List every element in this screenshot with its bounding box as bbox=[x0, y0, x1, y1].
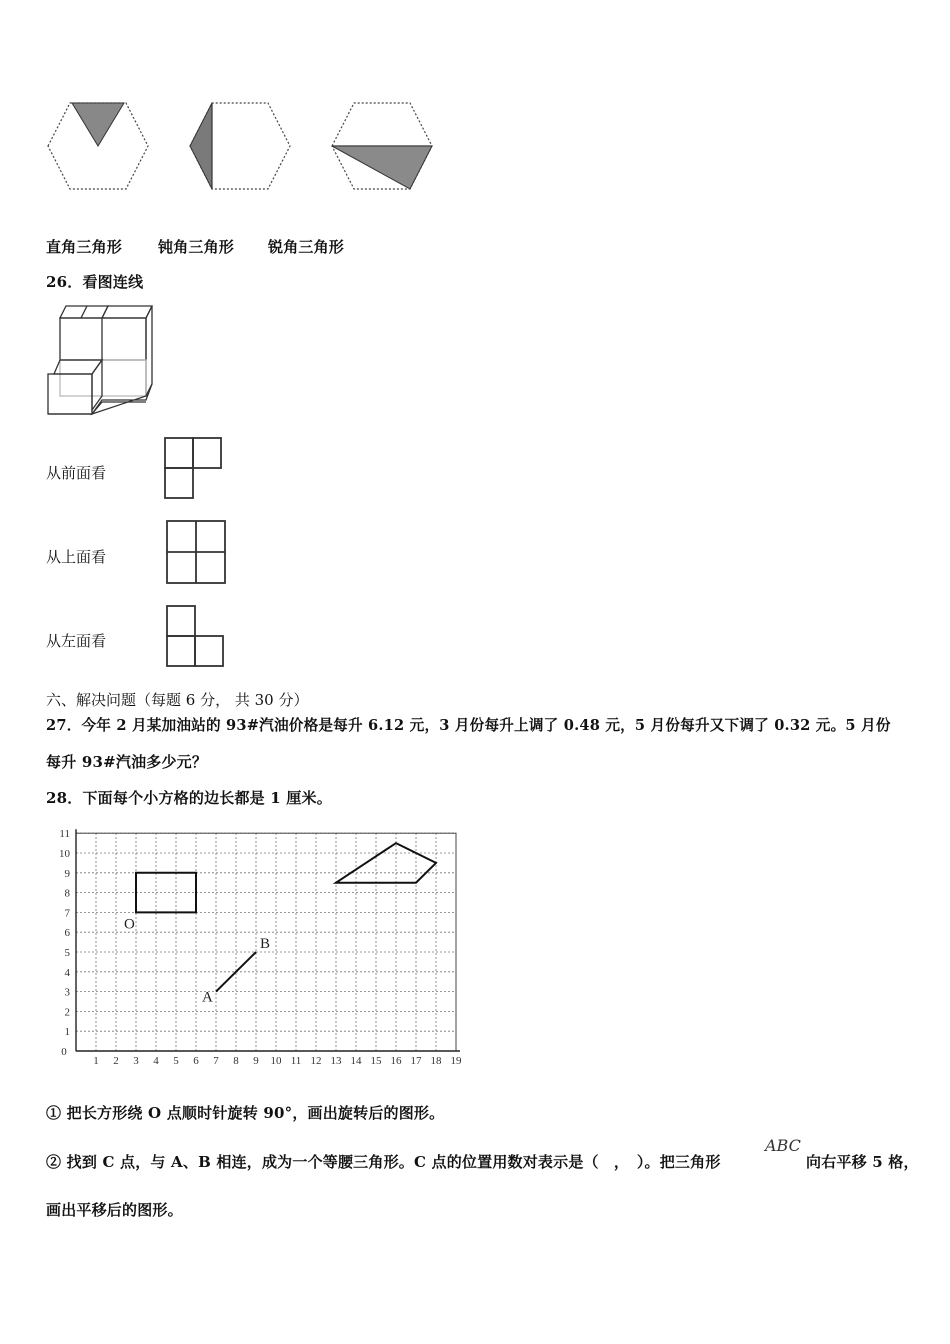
x-tick-label: 0 bbox=[61, 1046, 67, 1058]
x-tick-label: 5 bbox=[173, 1055, 179, 1067]
x-tick-label: 16 bbox=[390, 1055, 402, 1067]
x-tick-label: 19 bbox=[450, 1055, 462, 1067]
y-tick-label: 7 bbox=[64, 907, 70, 920]
q27-line1: 27．今年 2 月某加油站的 93#汽油价格是每升 6.12 元，3 月份每升上调了 0.48 元，5 月份每升又下调了 0.32 元。5 月份 bbox=[46, 717, 891, 734]
x-tick-label: 9 bbox=[253, 1055, 259, 1067]
view-label-top: 从上面看 bbox=[46, 548, 107, 566]
coordinate-grid-chart bbox=[50, 815, 480, 1070]
shape-quadrilateral bbox=[336, 843, 436, 883]
y-tick-label: 10 bbox=[59, 848, 70, 860]
y-tick-label: 2 bbox=[64, 1006, 70, 1019]
y-tick-label: 1 bbox=[64, 1026, 70, 1039]
q28-sub2-part1: ② 找到 C 点，与 A、B 相连，成为一个等腰三角形。C 点的位置用数对表示是（ ， ）。把三角形 bbox=[46, 1153, 721, 1171]
cube-solid-figure bbox=[44, 300, 164, 422]
x-tick-label: 4 bbox=[153, 1055, 159, 1067]
q27-line2: 每升 93#汽油多少元？ bbox=[46, 753, 208, 771]
x-tick-label: 15 bbox=[370, 1055, 382, 1067]
y-tick-label: 11 bbox=[59, 828, 70, 841]
x-tick-label: 14 bbox=[350, 1055, 362, 1067]
q28-sub2-part2: 向右平移 5 格， bbox=[806, 1153, 919, 1171]
point-label-O: O bbox=[124, 916, 135, 933]
top-view-figure bbox=[165, 519, 229, 587]
hexagon-label-right: 直角三角形 bbox=[46, 238, 123, 256]
x-tick-label: 7 bbox=[213, 1055, 219, 1067]
x-tick-label: 17 bbox=[410, 1055, 422, 1067]
q26-title: 26．看图连线 bbox=[46, 273, 144, 291]
y-tick-label: 4 bbox=[64, 966, 70, 979]
q28-sub2-part3: 画出平移后的图形。 bbox=[46, 1201, 183, 1219]
point-label-A: A bbox=[202, 989, 213, 1006]
y-tick-label: 9 bbox=[64, 867, 70, 880]
hexagon-acute-triangle bbox=[332, 103, 432, 189]
left-view-figure bbox=[165, 604, 227, 670]
front-view-figure bbox=[163, 436, 225, 502]
hexagon-label-acute: 锐角三角形 bbox=[268, 238, 345, 256]
x-tick-label: 3 bbox=[133, 1055, 139, 1067]
x-tick-label: 13 bbox=[330, 1055, 342, 1067]
x-tick-label: 2 bbox=[113, 1055, 119, 1067]
y-tick-label: 5 bbox=[64, 947, 70, 959]
abc-math-label: ABC bbox=[765, 1136, 801, 1155]
y-tick-label: 6 bbox=[64, 927, 70, 940]
y-tick-label: 8 bbox=[64, 887, 70, 900]
x-tick-label: 1 bbox=[93, 1055, 99, 1067]
hexagon-obtuse-triangle bbox=[190, 103, 290, 189]
x-tick-label: 11 bbox=[290, 1055, 302, 1067]
x-tick-label: 6 bbox=[193, 1055, 199, 1067]
section6-header: 六、解决问题（每题 6 分， 共 30 分） bbox=[46, 691, 309, 709]
x-tick-label: 8 bbox=[233, 1055, 239, 1067]
q28-sub1: ① 把长方形绕 O 点顺时针旋转 90°，画出旋转后的图形。 bbox=[46, 1104, 445, 1122]
hexagon-right-triangle bbox=[48, 103, 148, 189]
x-tick-label: 10 bbox=[270, 1055, 282, 1067]
hexagon-figures bbox=[40, 95, 440, 195]
x-tick-label: 12 bbox=[310, 1055, 322, 1067]
hexagon-label-obtuse: 钝角三角形 bbox=[158, 238, 235, 256]
view-label-left: 从左面看 bbox=[46, 632, 107, 650]
view-label-front: 从前面看 bbox=[46, 464, 107, 482]
q28-title: 28．下面每个小方格的边长都是 1 厘米。 bbox=[46, 789, 332, 807]
point-label-B: B bbox=[260, 936, 271, 952]
x-tick-label: 18 bbox=[430, 1055, 442, 1067]
y-tick-label: 3 bbox=[64, 986, 70, 999]
